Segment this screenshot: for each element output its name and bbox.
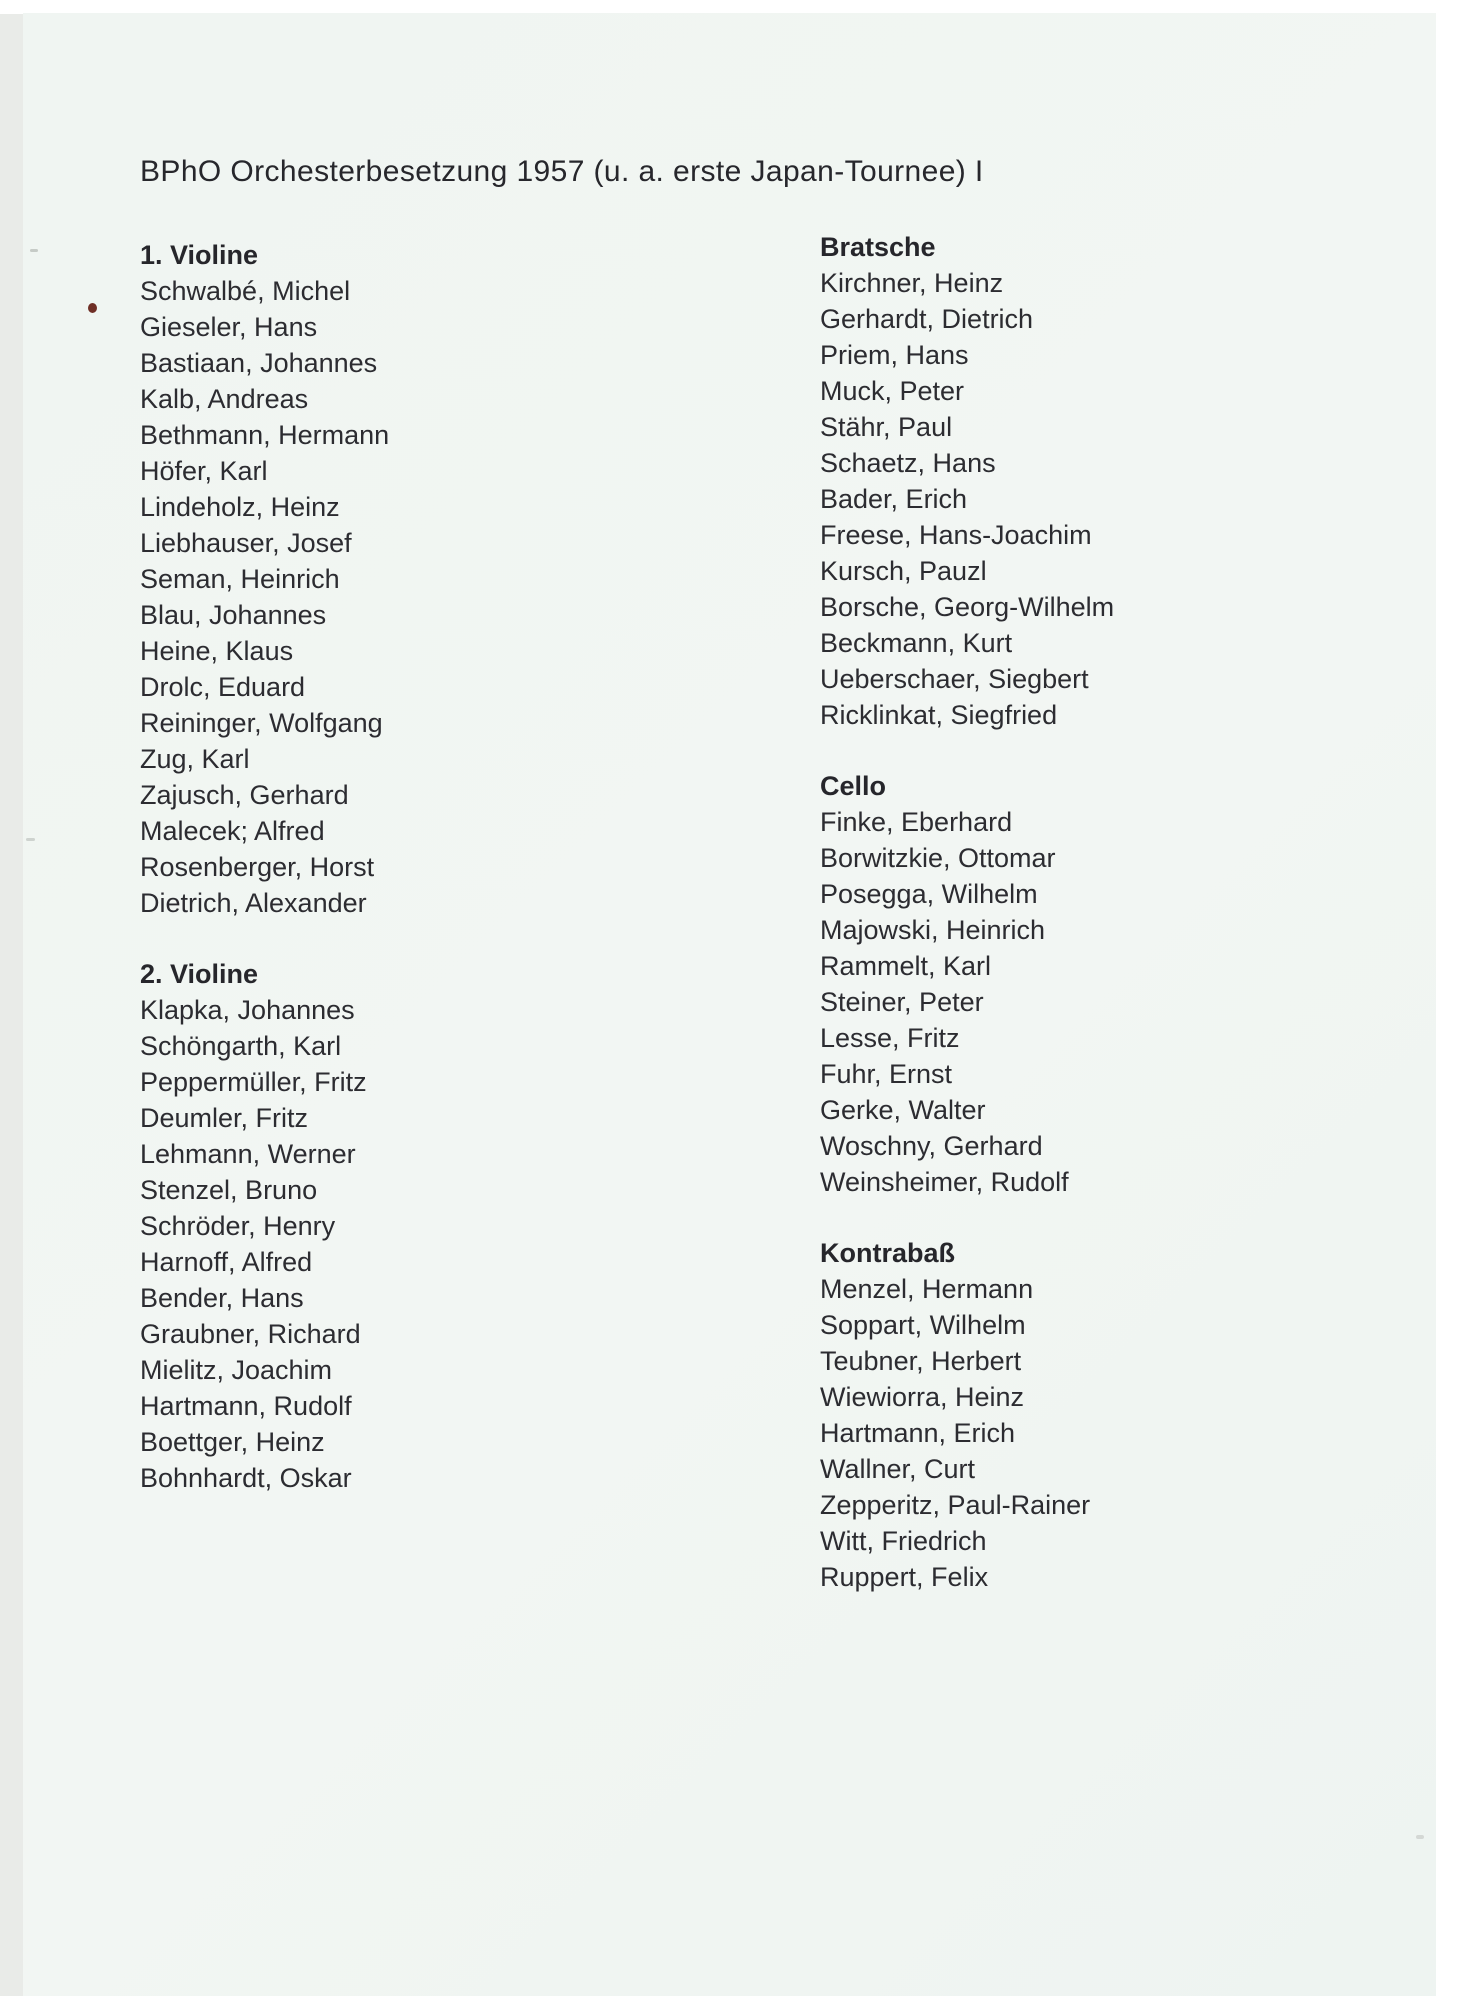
scanner-edge-strip xyxy=(0,14,23,1996)
scanned-page xyxy=(23,13,1436,1996)
member-name: Borsche, Georg-Wilhelm xyxy=(820,592,1115,622)
member-name: Finke, Eberhard xyxy=(820,807,1013,837)
member-name: Gerhardt, Dietrich xyxy=(820,304,1034,334)
member-name: Deumler, Fritz xyxy=(140,1103,309,1133)
member-name: Kursch, Pauzl xyxy=(820,556,987,586)
member-name: Schwalbé, Michel xyxy=(140,276,351,306)
member-name: Schöngarth, Karl xyxy=(140,1031,342,1061)
member-name: Woschny, Gerhard xyxy=(820,1131,1043,1161)
member-name: Blau, Johannes xyxy=(140,600,327,630)
member-name: Ruppert, Felix xyxy=(820,1562,989,1592)
member-name: Lehmann, Werner xyxy=(140,1139,356,1169)
member-name: Bender, Hans xyxy=(140,1283,304,1313)
member-name: Höfer, Karl xyxy=(140,456,268,486)
member-name: Freese, Hans-Joachim xyxy=(820,520,1092,550)
member-name: Liebhauser, Josef xyxy=(140,528,352,558)
instrument-section xyxy=(140,956,760,1496)
column-right xyxy=(820,229,1440,1595)
member-name: Boettger, Heinz xyxy=(140,1427,325,1457)
member-name: Harnoff, Alfred xyxy=(140,1247,313,1277)
member-name: Mielitz, Joachim xyxy=(140,1355,333,1385)
member-name: Schröder, Henry xyxy=(140,1211,336,1241)
member-name: Hartmann, Rudolf xyxy=(140,1391,352,1421)
section-heading: 2. Violine xyxy=(140,959,259,989)
scan-smudge-artifact xyxy=(30,249,38,252)
member-name: Wiewiorra, Heinz xyxy=(820,1382,1025,1412)
member-name: Steiner, Peter xyxy=(820,987,984,1017)
member-name: Bohnhardt, Oskar xyxy=(140,1463,352,1493)
instrument-section xyxy=(820,1235,1440,1595)
member-name: Stenzel, Bruno xyxy=(140,1175,318,1205)
member-name: Fuhr, Ernst xyxy=(820,1059,953,1089)
member-name: Malecek; Alfred xyxy=(140,816,325,846)
member-name: Peppermüller, Fritz xyxy=(140,1067,367,1097)
member-name: Zepperitz, Paul-Rainer xyxy=(820,1490,1091,1520)
member-name: Gieseler, Hans xyxy=(140,312,318,342)
member-name: Zug, Karl xyxy=(140,744,250,774)
margin-dot-artifact xyxy=(88,303,97,313)
section-heading: Cello xyxy=(820,771,887,801)
member-name: Bethmann, Hermann xyxy=(140,420,390,450)
member-name: Heine, Klaus xyxy=(140,636,294,666)
member-name: Priem, Hans xyxy=(820,340,969,370)
member-name: Borwitzkie, Ottomar xyxy=(820,843,1056,873)
member-name: Posegga, Wilhelm xyxy=(820,879,1038,909)
member-name: Dietrich, Alexander xyxy=(140,888,367,918)
section-heading: Bratsche xyxy=(820,232,936,262)
member-name: Beckmann, Kurt xyxy=(820,628,1013,658)
member-name: Ricklinkat, Siegfried xyxy=(820,700,1058,730)
page-title: BPhO Orchesterbesetzung 1957 (u. a. erste Japan-Tournee) I xyxy=(140,155,984,188)
member-name: Klapka, Johannes xyxy=(140,995,355,1025)
member-name: Rosenberger, Horst xyxy=(140,852,375,882)
member-name: Hartmann, Erich xyxy=(820,1418,1016,1448)
member-name: Soppart, Wilhelm xyxy=(820,1310,1026,1340)
member-name: Lesse, Fritz xyxy=(820,1023,960,1053)
member-name: Majowski, Heinrich xyxy=(820,915,1046,945)
member-name: Drolc, Eduard xyxy=(140,672,306,702)
member-name: Ueberschaer, Siegbert xyxy=(820,664,1089,694)
scan-smudge-artifact xyxy=(26,838,35,841)
member-name: Weinsheimer, Rudolf xyxy=(820,1167,1069,1197)
member-name: Kirchner, Heinz xyxy=(820,268,1004,298)
column-left xyxy=(140,237,760,1496)
member-name: Seman, Heinrich xyxy=(140,564,340,594)
member-name: Graubner, Richard xyxy=(140,1319,361,1349)
section-heading: 1. Violine xyxy=(140,240,259,270)
instrument-section xyxy=(820,229,1440,733)
member-name: Bastiaan, Johannes xyxy=(140,348,378,378)
member-name: Kalb, Andreas xyxy=(140,384,309,414)
member-name: Zajusch, Gerhard xyxy=(140,780,349,810)
member-name: Muck, Peter xyxy=(820,376,965,406)
member-name: Stähr, Paul xyxy=(820,412,953,442)
section-heading: Kontrabaß xyxy=(820,1238,955,1268)
member-name: Witt, Friedrich xyxy=(820,1526,987,1556)
member-name: Menzel, Hermann xyxy=(820,1274,1034,1304)
member-name: Teubner, Herbert xyxy=(820,1346,1022,1376)
instrument-section xyxy=(820,768,1440,1200)
member-name: Wallner, Curt xyxy=(820,1454,976,1484)
member-name: Rammelt, Karl xyxy=(820,951,992,981)
member-name: Lindeholz, Heinz xyxy=(140,492,340,522)
member-name: Schaetz, Hans xyxy=(820,448,996,478)
member-name: Gerke, Walter xyxy=(820,1095,986,1125)
scan-smudge-artifact xyxy=(1416,1835,1424,1839)
member-name: Reininger, Wolfgang xyxy=(140,708,383,738)
member-name: Bader, Erich xyxy=(820,484,968,514)
instrument-section xyxy=(140,237,760,921)
